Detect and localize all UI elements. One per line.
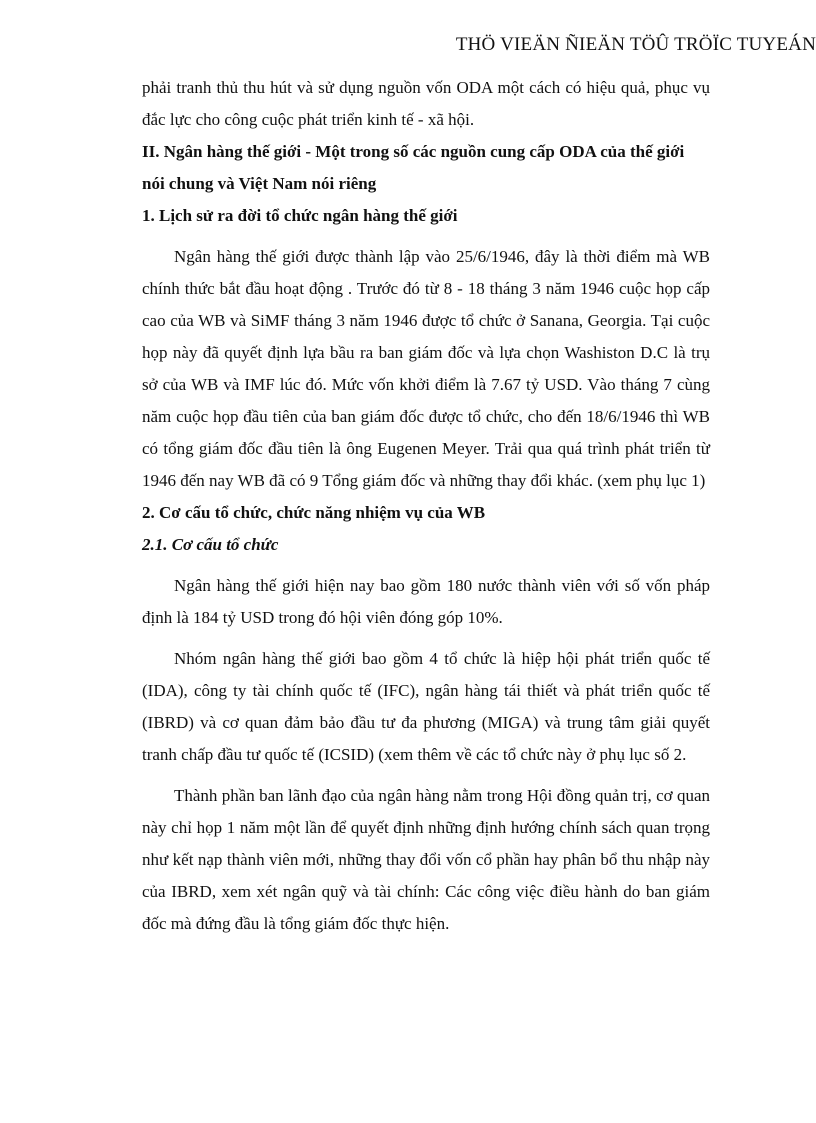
page-header: THÖ VIEÄN ÑIEÄN TÖÛ TRÖÏC TUYEÁN bbox=[455, 34, 816, 55]
leadership-paragraph: Thành phần ban lãnh đạo của ngân hàng nằm trong Hội đồng quản trị, cơ quan này chỉ họp 1 năm một lần để quyết định những định hướng chính sách quan trọng như kết nạp thành viên mới, những thay đổi vốn cổ phần hay phân bổ thu nhập này của IBRD, xem xét ngân quỹ và tài chính: Các công việc điều hành do ban giám đốc mà đứng đầu là tổng giám đốc thực hiện. bbox=[142, 786, 710, 933]
intro-paragraph: phải tranh thủ thu hút và sử dụng nguồn vốn ODA một cách có hiệu quả, phục vụ đắc lực cho công cuộc phát triển kinh tế - xã hội. bbox=[142, 78, 710, 129]
group-paragraph: Nhóm ngân hàng thế giới bao gồm 4 tổ chức là hiệp hội phát triển quốc tế (IDA), công ty tài chính quốc tế (IFC), ngân hàng tái thiết và phát triển quốc tế (IBRD) và cơ quan đảm bảo đầu tư đa phương (MIGA) và trung tâm giải quyết tranh chấp đầu tư quốc tế (ICSID) (xem thêm về các tổ chức này ở phụ lục số 2. bbox=[142, 649, 710, 764]
section-2-heading: II. Ngân hàng thế giới - Một trong số các nguồn cung cấp ODA của thế giới nói chung và Việt Nam nói riêng bbox=[142, 142, 685, 193]
subsubsection-2-1-heading: 2.1. Cơ cấu tổ chức bbox=[142, 535, 279, 554]
subsection-1-heading: 1. Lịch sử ra đời tổ chức ngân hàng thế giới bbox=[142, 206, 458, 225]
document-body bbox=[142, 72, 710, 940]
history-paragraph: Ngân hàng thế giới được thành lập vào 25/6/1946, đây là thời điểm mà WB chính thức bắt đầu hoạt động . Trước đó từ 8 - 18 tháng 3 năm 1946 cuộc họp cấp cao của WB và SiMF tháng 3 năm 1946 được tổ chức ở Sanana, Georgia. Tại cuộc họp này đã quyết định lựa bầu ra ban giám đốc và lựa chọn Washiston D.C là trụ sở của WB và IMF lúc đó. Mức vốn khởi điểm là 7.67 tỷ USD. Vào tháng 7 cùng năm cuộc họp đầu tiên của ban giám đốc được tổ chức, cho đến 18/6/1946 thì WB có tổng giám đốc đầu tiên là ông Eugenen Meyer. Trải qua quá trình phát triển từ 1946 đến nay WB đã có 9 Tổng giám đốc và những thay đổi khác. (xem phụ lục 1) bbox=[142, 247, 710, 490]
members-paragraph: Ngân hàng thế giới hiện nay bao gồm 180 nước thành viên với số vốn pháp định là 184 tỷ USD trong đó hội viên đóng góp 10%. bbox=[142, 576, 710, 627]
subsection-2-heading: 2. Cơ cấu tổ chức, chức năng nhiệm vụ của WB bbox=[142, 503, 486, 522]
